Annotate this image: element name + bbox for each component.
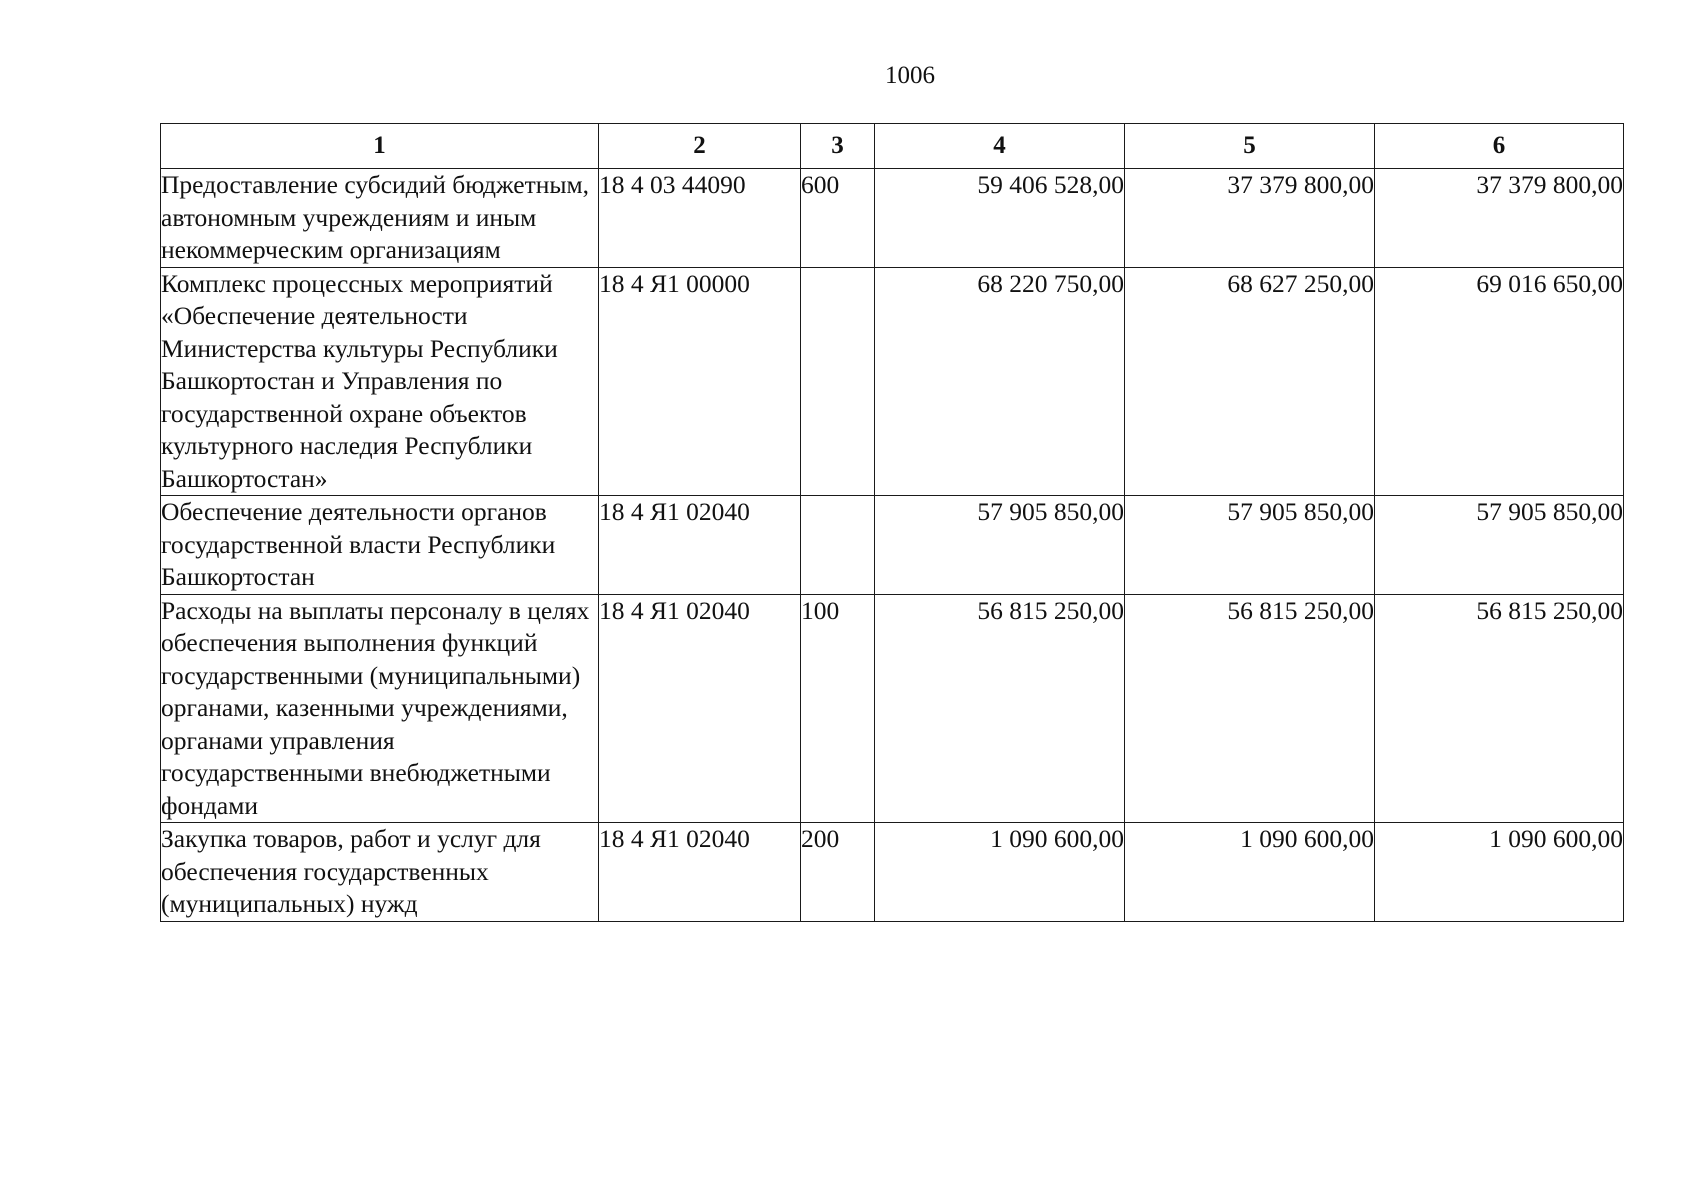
amount-cell: 1 090 600,00 — [1375, 823, 1624, 922]
column-header: 6 — [1375, 124, 1624, 169]
expense-type-cell — [801, 496, 875, 595]
amount-cell: 57 905 850,00 — [875, 496, 1125, 595]
item-name-cell: Расходы на выплаты персоналу в целях обеспечения выполнения функций государственными (муниципальными) органами, казенными учреждениями, органами управления государственными внебюджетными фондами — [161, 594, 599, 823]
expense-type-cell — [801, 267, 875, 496]
classification-code-cell: 18 4 Я1 00000 — [599, 267, 801, 496]
amount-cell: 57 905 850,00 — [1375, 496, 1624, 595]
expense-type-cell: 200 — [801, 823, 875, 922]
classification-code-cell: 18 4 Я1 02040 — [599, 496, 801, 595]
amount-cell: 59 406 528,00 — [875, 169, 1125, 268]
amount-cell: 56 815 250,00 — [875, 594, 1125, 823]
amount-cell: 1 090 600,00 — [875, 823, 1125, 922]
column-header: 1 — [161, 124, 599, 169]
amount-cell: 1 090 600,00 — [1125, 823, 1375, 922]
amount-cell: 37 379 800,00 — [1125, 169, 1375, 268]
amount-cell: 68 627 250,00 — [1125, 267, 1375, 496]
table-row — [161, 496, 1624, 595]
column-header: 2 — [599, 124, 801, 169]
amount-cell: 56 815 250,00 — [1375, 594, 1624, 823]
amount-cell: 68 220 750,00 — [875, 267, 1125, 496]
column-header: 5 — [1125, 124, 1375, 169]
amount-cell: 69 016 650,00 — [1375, 267, 1624, 496]
amount-cell: 56 815 250,00 — [1125, 594, 1375, 823]
column-header: 3 — [801, 124, 875, 169]
item-name-cell: Закупка товаров, работ и услуг для обеспечения государственных (муниципальных) нужд — [161, 823, 599, 922]
budget-table — [160, 123, 1624, 922]
column-header: 4 — [875, 124, 1125, 169]
item-name-cell: Предоставление субсидий бюджетным, автономным учреждениям и иным некоммерческим организациям — [161, 169, 599, 268]
classification-code-cell: 18 4 03 44090 — [599, 169, 801, 268]
item-name-cell: Комплекс процессных мероприятий «Обеспечение деятельности Министерства культуры Республики Башкортостан и Управления по государственной охране объектов культурного наследия Республики Башкортостан» — [161, 267, 599, 496]
amount-cell: 57 905 850,00 — [1125, 496, 1375, 595]
table-row — [161, 823, 1624, 922]
page-number: 1006 — [885, 62, 935, 89]
header-row — [161, 124, 1624, 169]
table-row — [161, 169, 1624, 268]
amount-cell: 37 379 800,00 — [1375, 169, 1624, 268]
table-row — [161, 594, 1624, 823]
expense-type-cell: 100 — [801, 594, 875, 823]
classification-code-cell: 18 4 Я1 02040 — [599, 594, 801, 823]
classification-code-cell: 18 4 Я1 02040 — [599, 823, 801, 922]
table-row — [161, 267, 1624, 496]
expense-type-cell: 600 — [801, 169, 875, 268]
item-name-cell: Обеспечение деятельности органов государственной власти Республики Башкортостан — [161, 496, 599, 595]
